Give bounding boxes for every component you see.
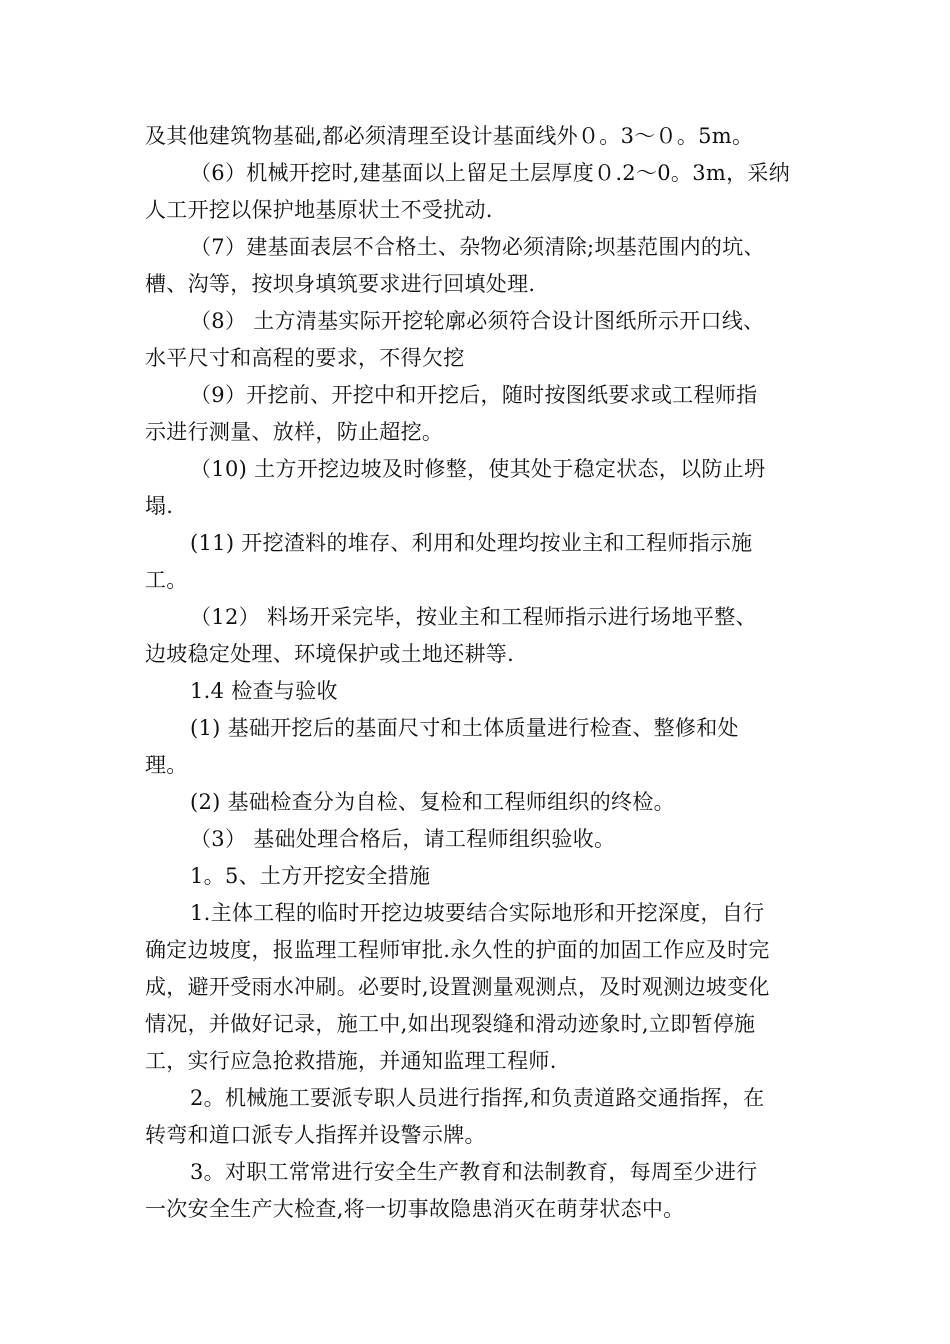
text-line: （12） 料场开采完毕，按业主和工程师指示进行场地平整、: [190, 605, 757, 629]
text-line: （3） 基础处理合格后，请工程师组织验收。: [190, 827, 616, 851]
text-line: 槽、沟等，按坝身填筑要求进行回填处理.: [145, 272, 536, 296]
text-line: 及其他建筑物基础,都必须清理至设计基面线外０。3～０。5m。: [145, 124, 754, 148]
text-line: 示进行测量、放样，防止超挖。: [145, 420, 444, 444]
text-line: 一次安全生产大检查,将一切事故隐患消灭在萌芽状态中。: [145, 1197, 685, 1221]
text-line: （9）开挖前、开挖中和开挖后，随时按图纸要求或工程师指: [190, 383, 758, 407]
text-line: 1.主体工程的临时开挖边坡要结合实际地形和开挖深度，自行: [190, 901, 765, 925]
text-line: 边坡稳定处理、环境保护或土地还耕等.: [145, 642, 515, 666]
text-line: 理。: [145, 753, 188, 777]
text-line: （8） 土方清基实际开挖轮廓必须符合设计图纸所示开口线、: [190, 309, 765, 333]
text-line: 人工开挖以保护地基原状土不受扰动.: [145, 198, 493, 222]
text-line: 2。机械施工要派专职人员进行指挥,和负责道路交通指挥，在: [190, 1086, 765, 1110]
text-line: (1) 基础开挖后的基面尺寸和土体质量进行检查、整修和处: [190, 716, 739, 740]
text-line: 水平尺寸和高程的要求，不得欠挖: [145, 346, 465, 370]
text-line: (11) 开挖渣料的堆存、利用和处理均按业主和工程师指示施: [190, 531, 753, 555]
text-line: 确定边坡度，报监理工程师审批.永久性的护面的加固工作应及时完: [145, 938, 770, 962]
text-line: 塌.: [145, 494, 174, 518]
section-heading: 1.4 检查与验收: [190, 679, 338, 703]
text-line: （7）建基面表层不合格土、杂物必须清除;坝基范围内的坑、: [190, 235, 765, 259]
text-line: （6）机械开挖时,建基面以上留足土层厚度０.2～0。3m，采纳: [190, 161, 791, 185]
text-line: 情况，并做好记录，施工中,如出现裂缝和滑动迹象时,立即暂停施: [145, 1012, 756, 1036]
section-heading: 1。5、土方开挖安全措施: [190, 864, 431, 888]
text-line: 成，避开受雨水冲刷。必要时,设置测量观测点，及时观测边坡变化: [145, 975, 770, 999]
text-line: 工，实行应急抢救措施，并通知监理工程师.: [145, 1049, 557, 1073]
text-line: （10) 土方开挖边坡及时修整，使其处于稳定状态，以防止坍: [190, 457, 766, 481]
text-line: (2) 基础检查分为自检、复检和工程师组织的终检。: [190, 790, 675, 814]
text-line: 转弯和道口派专人指挥并设警示牌。: [145, 1123, 486, 1147]
text-line: 工。: [145, 568, 188, 592]
text-line: 3。对职工常常进行安全生产教育和法制教育，每周至少进行: [190, 1160, 758, 1184]
